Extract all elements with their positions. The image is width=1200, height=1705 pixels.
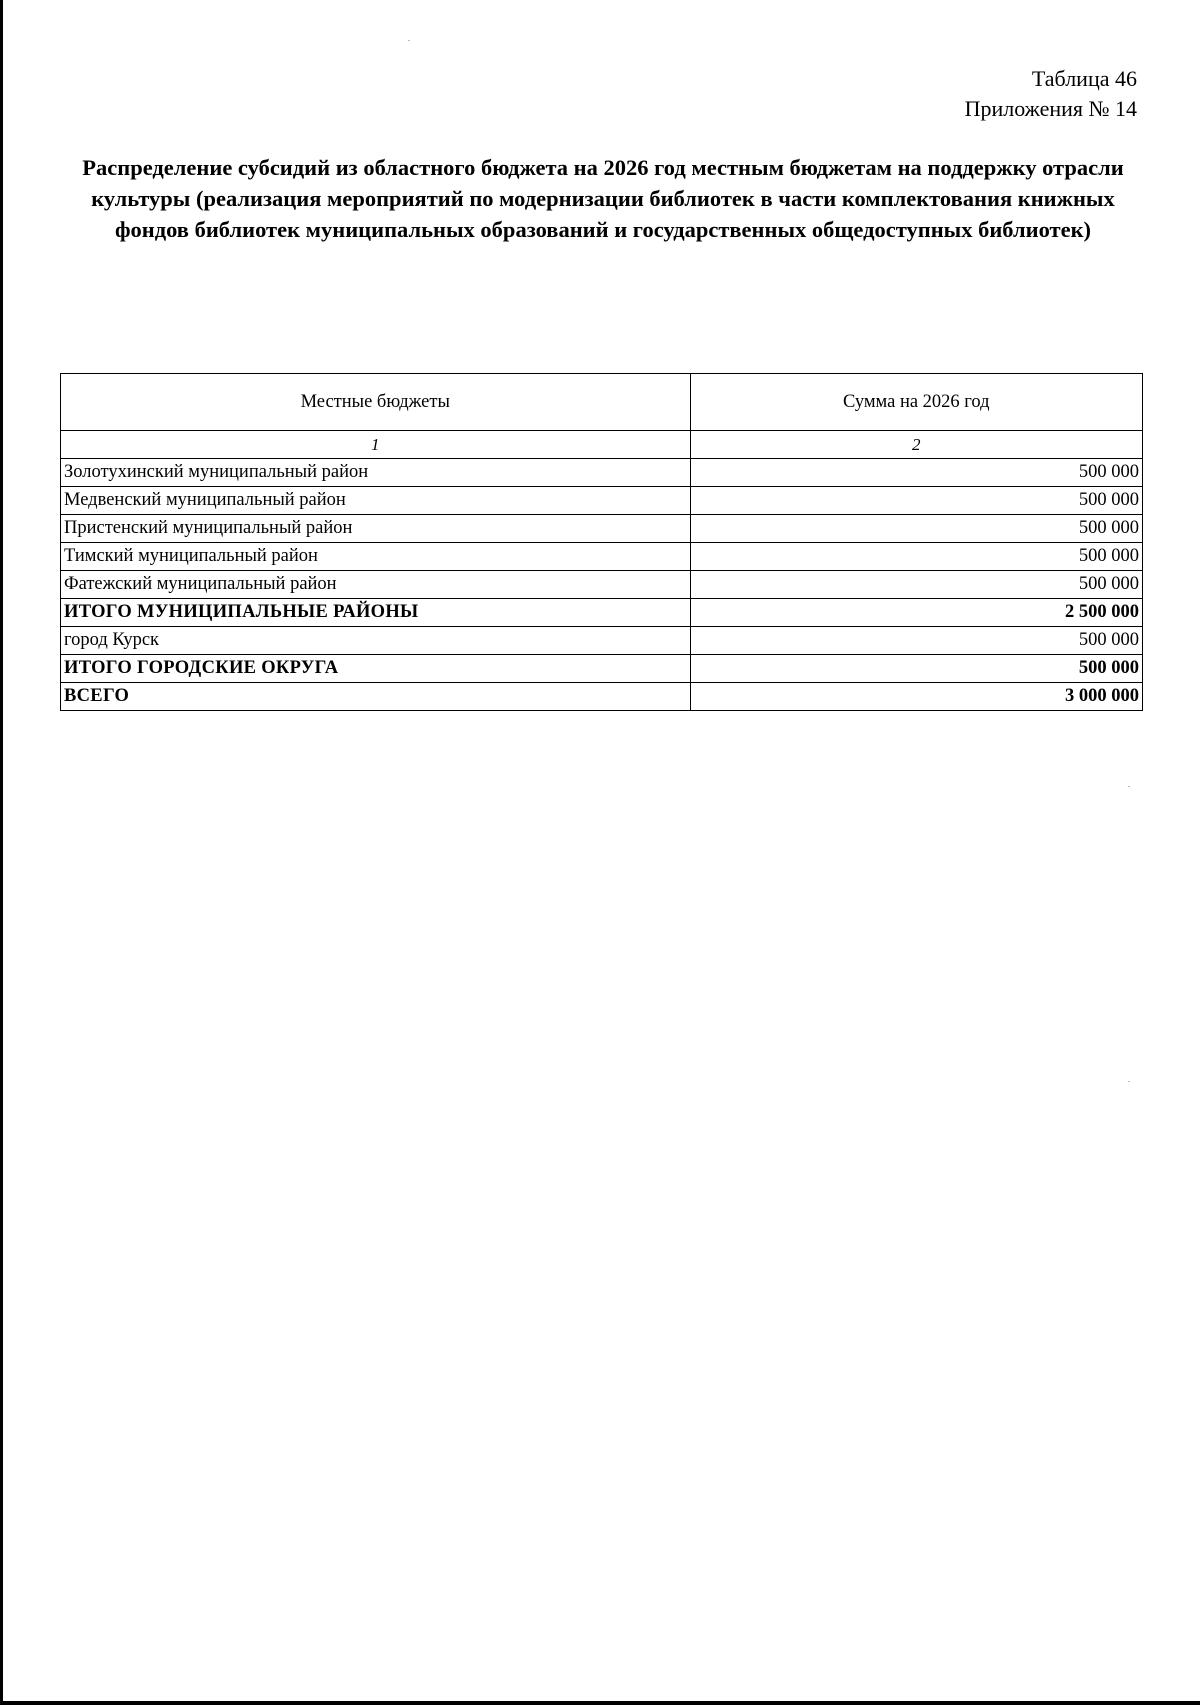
budget-name-cell: Тимский муниципальный район — [61, 543, 691, 571]
amount-cell: 500 000 — [690, 571, 1142, 599]
budget-name-cell: Пристенский муниципальный район — [61, 515, 691, 543]
budget-name-cell: ИТОГО ГОРОДСКИЕ ОКРУГА — [61, 655, 691, 683]
scan-speck — [1128, 1081, 1130, 1082]
table-row — [61, 459, 1143, 487]
amount-cell: 2 500 000 — [690, 599, 1142, 627]
amount-cell: 500 000 — [690, 487, 1142, 515]
amount-cell: 3 000 000 — [690, 683, 1142, 711]
budget-name-cell: Золотухинский муниципальный район — [61, 459, 691, 487]
budget-name-cell: ИТОГО МУНИЦИПАЛЬНЫЕ РАЙОНЫ — [61, 599, 691, 627]
table-total-row — [61, 655, 1143, 683]
amount-cell: 500 000 — [690, 515, 1142, 543]
table-body — [61, 459, 1143, 711]
column-number-2: 2 — [690, 431, 1142, 459]
table-total-row — [61, 683, 1143, 711]
scan-speck — [1128, 786, 1130, 787]
table-reference — [965, 64, 1137, 124]
table-total-row — [61, 599, 1143, 627]
document-title: Распределение субсидий из областного бюджета на 2026 год местным бюджетам на поддержку отрасли культуры (реализация мероприятий по модернизации библиотек в части комплектования книжных фондов библиотек муниципальных образований и государственных общедоступных библиотек) — [82, 155, 1124, 242]
table-header-row — [61, 374, 1143, 431]
table-number: Таблица 46 — [1031, 66, 1137, 91]
amount-cell: 500 000 — [690, 543, 1142, 571]
budget-name-cell: ВСЕГО — [61, 683, 691, 711]
column-number-1: 1 — [61, 431, 691, 459]
column-number-row — [61, 431, 1143, 459]
amount-cell: 500 000 — [690, 627, 1142, 655]
header-local-budgets: Местные бюджеты — [61, 374, 691, 431]
subsidy-table — [60, 373, 1143, 711]
amount-cell: 500 000 — [690, 655, 1142, 683]
table-row — [61, 571, 1143, 599]
table-row — [61, 627, 1143, 655]
table-row — [61, 515, 1143, 543]
budget-name-cell: Фатежский муниципальный район — [61, 571, 691, 599]
budget-name-cell: Медвенский муниципальный район — [61, 487, 691, 515]
table-row — [61, 543, 1143, 571]
header-amount-2026: Сумма на 2026 год — [690, 374, 1142, 431]
budget-name-cell: город Курск — [61, 627, 691, 655]
scan-speck — [408, 40, 410, 41]
appendix-number: Приложения № 14 — [964, 96, 1137, 121]
amount-cell: 500 000 — [690, 459, 1142, 487]
table-row — [61, 487, 1143, 515]
